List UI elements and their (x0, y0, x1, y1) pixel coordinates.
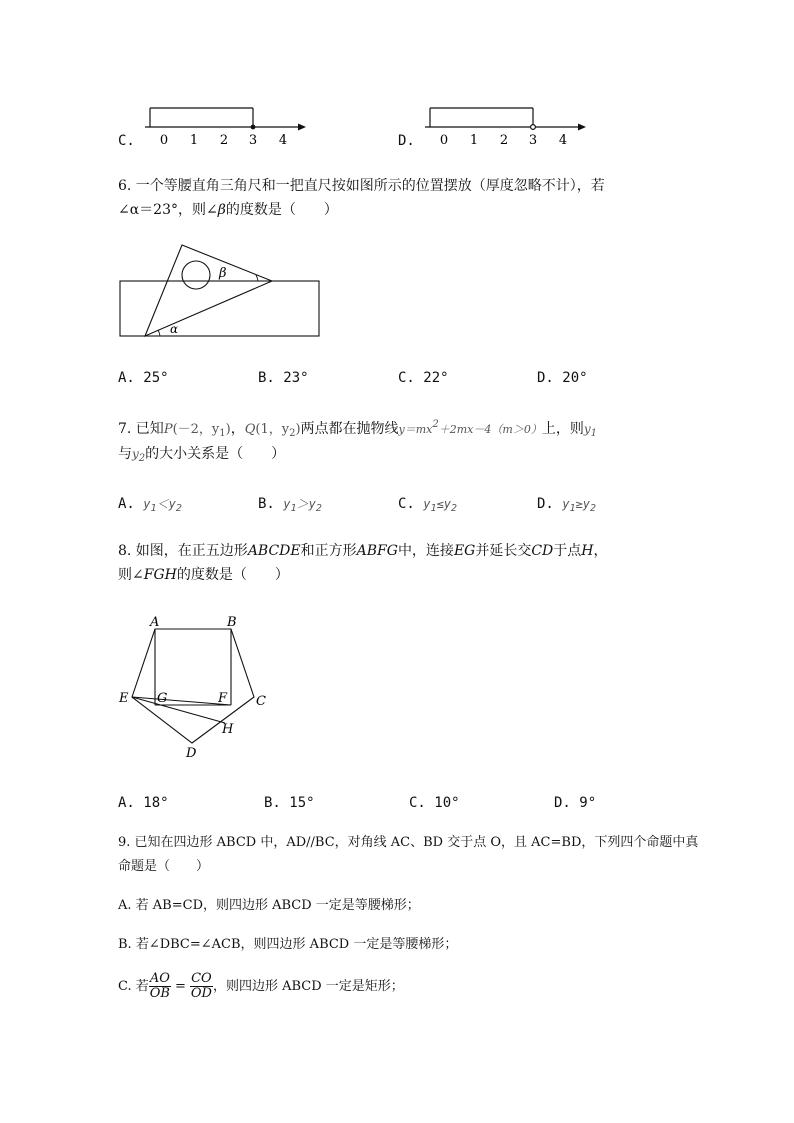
q9-question-line1: 9. 已知在四边形 ABCD 中，AD//BC，对角线 AC、BD 交于点 O，且 AC=BD，下列四个命题中真 (118, 835, 699, 850)
q8-option-d: D. 9° (554, 795, 597, 811)
q9-option-c: C. 若 $\frac{AO}{OB}$ = $\frac{CO}{OD}$ ，则四边形 ABCD 一定是矩形； (118, 971, 404, 1001)
q6-option-c: C. 22° (398, 370, 449, 386)
q8-option-b: B. 15° (264, 795, 315, 811)
tick-label: 3 (528, 133, 538, 148)
q7-option-d: D. $y_1\ge y_2$ (537, 496, 597, 514)
q6-question-line2 (118, 201, 338, 219)
q6-option-d: D. 20° (537, 370, 588, 386)
q7-question-line2: 与$y_2$的大小关系是（ ） (118, 446, 286, 464)
q8-fig-label-H: H (222, 722, 234, 737)
q5-option-c-number-line (140, 100, 310, 150)
tick-label: 0 (439, 133, 449, 148)
q8-fig-label-A: A (150, 615, 160, 630)
q8-fig-label-E: E (119, 691, 129, 706)
q5-option-c-label: C. (118, 133, 135, 149)
q7-num: 7. 已知 (118, 421, 164, 437)
q9-fraction-ao-ob: $\frac{AO}{OB}$ (149, 971, 170, 1001)
q6-line2-a: ∠α＝23°，则∠ (118, 202, 218, 218)
q8-fig-label-D: D (186, 746, 197, 761)
q8-option-a: A. 18° (118, 795, 169, 811)
q8-fig-label-B: B (227, 615, 237, 630)
tick-label: 1 (189, 133, 199, 148)
tick-label: 2 (499, 133, 509, 148)
q9-option-a: A. 若 AB=CD，则四边形 ABCD 一定是等腰梯形； (118, 898, 420, 913)
tick-label: 0 (159, 133, 169, 148)
q5-d-ticks (440, 133, 567, 148)
q6-question-line1: 6. 一个等腰直角三角尺和一把直尺按如图所示的位置摆放（厚度忽略不计），若 (118, 178, 605, 194)
q6-line2-b: 的度数是（ ） (225, 202, 338, 218)
q5-option-d-number-line (420, 100, 590, 150)
q8-fig-label-G: G (157, 691, 168, 706)
q6-fig-alpha: α (170, 322, 179, 336)
q7-option-b: B. $y_1>y_2$ (258, 496, 322, 514)
q8-question-line2: 则∠FGH的度数是（ ） (118, 567, 289, 583)
q8-question-line1: 8. 如图，在正五边形ABCDE和正方形ABFG中，连接EG并延长交CD于点H， (118, 543, 608, 559)
q9-fraction-co-od: $\frac{CO}{OD}$ (190, 971, 212, 1001)
q6-fig-beta: β (219, 266, 227, 281)
tick-label: 4 (278, 133, 288, 148)
q9-question-line2: 命题是（ ） (118, 859, 210, 874)
q7-option-a: A. $y_1<y_2$ (118, 496, 182, 514)
q5-option-d-label: D. (398, 133, 415, 149)
q8-fig-label-C: C (256, 694, 266, 709)
q6-option-b: B. 23° (258, 370, 309, 386)
q8-option-c: C. 10° (409, 795, 460, 811)
tick-label: 2 (219, 133, 229, 148)
q8-fig-label-F: F (218, 691, 228, 706)
q7-question-line1: 7. 已知P(－2，$y_1$)，Q(1，$y_2$)两点都在抛物线y＝mx2＋2mx－4（m＞0）上，则$y_1$ (118, 419, 597, 439)
q7-option-c: C. $y_1\le y_2$ (398, 496, 458, 514)
tick-label: 1 (469, 133, 479, 148)
q9-option-b: B. 若∠DBC=∠ACB，则四边形 ABCD 一定是等腰梯形； (118, 937, 458, 952)
tick-label: 4 (558, 133, 568, 148)
q5-c-ticks (160, 133, 287, 148)
q8-figure-pentagon-square (114, 610, 274, 765)
q6-beta: β (217, 202, 226, 218)
q6-option-a: A. 25° (118, 370, 169, 386)
q6-figure-ruler-triangle (116, 240, 326, 340)
tick-label: 3 (248, 133, 258, 148)
